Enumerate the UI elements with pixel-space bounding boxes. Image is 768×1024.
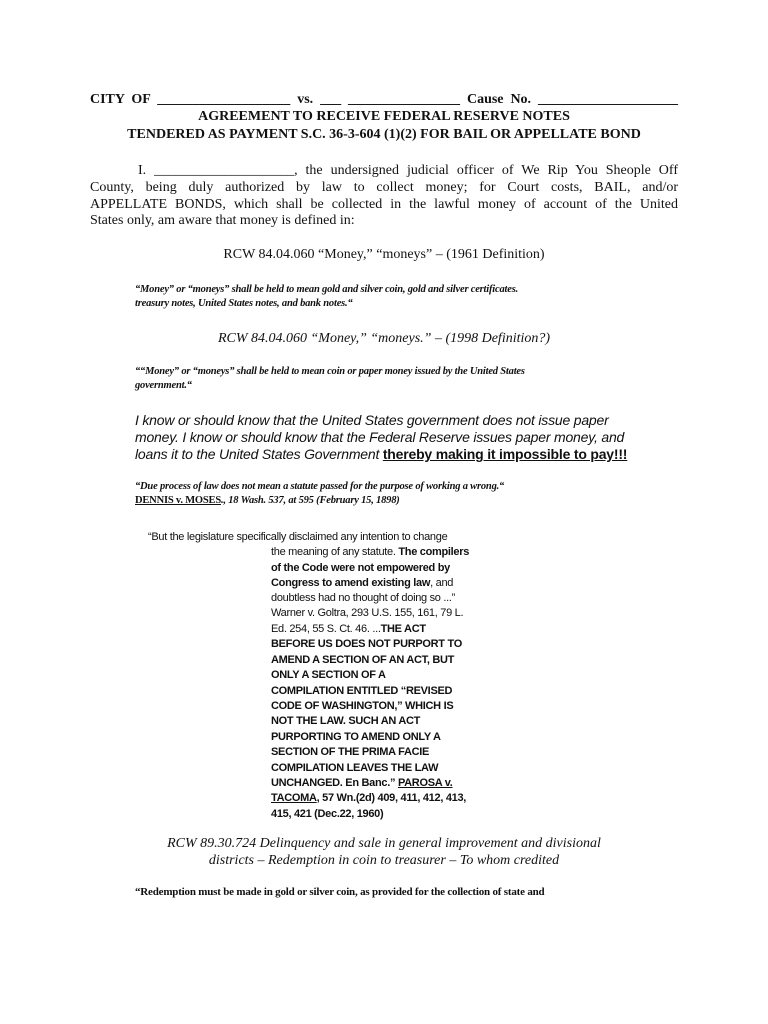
rcw-1998-quote-1: ““Money” or “moneys” shall be held to mean coin or paper money issued by the United States: [135, 366, 525, 377]
intro-line-3: APPELLATE BONDS, which shall be collected in the lawful money of account of the United: [90, 197, 678, 212]
dennis-quote: “Due process of law does not mean a statute passed for the purpose of working a wrong.“: [135, 481, 505, 492]
parosa-quote-1: BEFORE US DOES NOT PURPORT TO: [271, 638, 462, 650]
rcw-1998-quote-2: government.“: [135, 380, 192, 391]
warner-citation-2-bold: THE ACT: [380, 623, 426, 635]
legislature-quote-3: of the Code were not empowered by: [271, 562, 450, 574]
parosa-quote-3: ONLY A SECTION OF A: [271, 669, 386, 681]
rcw-89-heading-2: districts – Redemption in coin to treasurer – To whom credited: [208, 853, 560, 868]
parosa-quote-7: PURPORTING TO AMEND ONLY A: [271, 731, 441, 743]
legislature-quote-1: “But the legislature specifically disclaimed any intention to change: [148, 531, 448, 543]
parosa-quote-10-text: UNCHANGED. En Banc.”: [271, 777, 398, 789]
legislature-quote-2-bold: The compilers: [398, 546, 470, 558]
legislature-quote-2-text: the meaning of any statute.: [271, 546, 399, 558]
know-line-3-text: loans it to the United States Government: [135, 446, 383, 462]
parosa-quote-5: CODE OF WASHINGTON,” WHICH IS: [271, 700, 454, 712]
parosa-case-name-2: TACOMA: [271, 792, 317, 804]
rcw-1961-quote-1: “Money” or “moneys” shall be held to mean gold and silver coin, gold and silver certificates.: [135, 284, 519, 295]
warner-citation-2: [271, 623, 426, 635]
document-subtitle: TENDERED AS PAYMENT S.C. 36-3-604 (1)(2) FOR BAIL OR APPELLATE BOND: [127, 127, 641, 142]
intro-line-4: States only, am aware that money is defined in:: [90, 213, 355, 228]
know-line-2: money. I know or should know that the Federal Reserve issues paper money, and: [135, 429, 625, 445]
dennis-citation: [135, 495, 400, 506]
legislature-quote-4: [271, 577, 453, 589]
legislature-quote-4-bold: Congress to amend existing law: [271, 577, 431, 589]
parosa-citation-1: [271, 792, 466, 804]
document-title: AGREEMENT TO RECEIVE FEDERAL RESERVE NOTES: [198, 109, 570, 124]
parosa-quote-9: COMPILATION LEAVES THE LAW: [271, 762, 439, 774]
parosa-citation-1-text: , 57 Wn.(2d) 409, 411, 412, 413,: [316, 792, 467, 804]
rcw-1961-heading: RCW 84.04.060 “Money,” “moneys” – (1961 Definition): [223, 247, 545, 262]
rcw-1998-heading: RCW 84.04.060 “Money,” “moneys.” – (1998 Definition?): [217, 331, 551, 346]
rcw-1961-quote-2: treasury notes, United States notes, and bank notes.“: [135, 298, 353, 309]
intro-line-2: County, being duly authorized by law to collect money; for Court costs, BAIL, and/or: [90, 180, 678, 195]
impossible-emphasis: thereby making it impossible to pay!!!: [382, 446, 628, 462]
parosa-citation-2: 415, 421 (Dec.22, 1960): [271, 808, 384, 820]
warner-citation-2-text: Ed. 254, 55 S. Ct. 46. ...: [271, 623, 381, 635]
warner-citation-1: Warner v. Goltra, 293 U.S. 155, 161, 79 L.: [271, 607, 464, 619]
legislature-quote-2: [271, 546, 469, 558]
know-line-3: [135, 446, 627, 462]
parosa-quote-10: [271, 777, 453, 789]
rcw-89-heading-1: RCW 89.30.724 Delinquency and sale in general improvement and divisional: [167, 836, 601, 851]
legislature-quote-5: doubtless had no thought of doing so ...”: [271, 592, 456, 604]
parosa-quote-6: NOT THE LAW. SUCH AN ACT: [271, 715, 421, 727]
parosa-quote-4: COMPILATION ENTITLED “REVISED: [271, 685, 453, 697]
parosa-quote-8: SECTION OF THE PRIMA FACIE: [271, 746, 430, 758]
rcw-89-quote-1: “Redemption must be made in gold or silver coin, as provided for the collection of state and: [135, 886, 545, 898]
dennis-citation-text: ., 18 Wash. 537, at 595 (February 15, 1898): [220, 495, 400, 506]
intro-line-1: I. ____________________, the undersigned judicial officer of We Rip You Sheople Off: [138, 163, 678, 178]
legislature-quote-4-text: , and: [430, 577, 454, 589]
know-line-1: I know or should know that the United States government does not issue paper: [135, 412, 609, 428]
caption-line: CITY OF ___________________ vs. ___ ________________ Cause No. ____________________: [90, 92, 678, 107]
parosa-case-name-1: PAROSA v.: [397, 777, 453, 789]
parosa-quote-2: AMEND A SECTION OF AN ACT, BUT: [271, 654, 455, 666]
dennis-case-name: DENNIS v. MOSES: [135, 495, 221, 506]
